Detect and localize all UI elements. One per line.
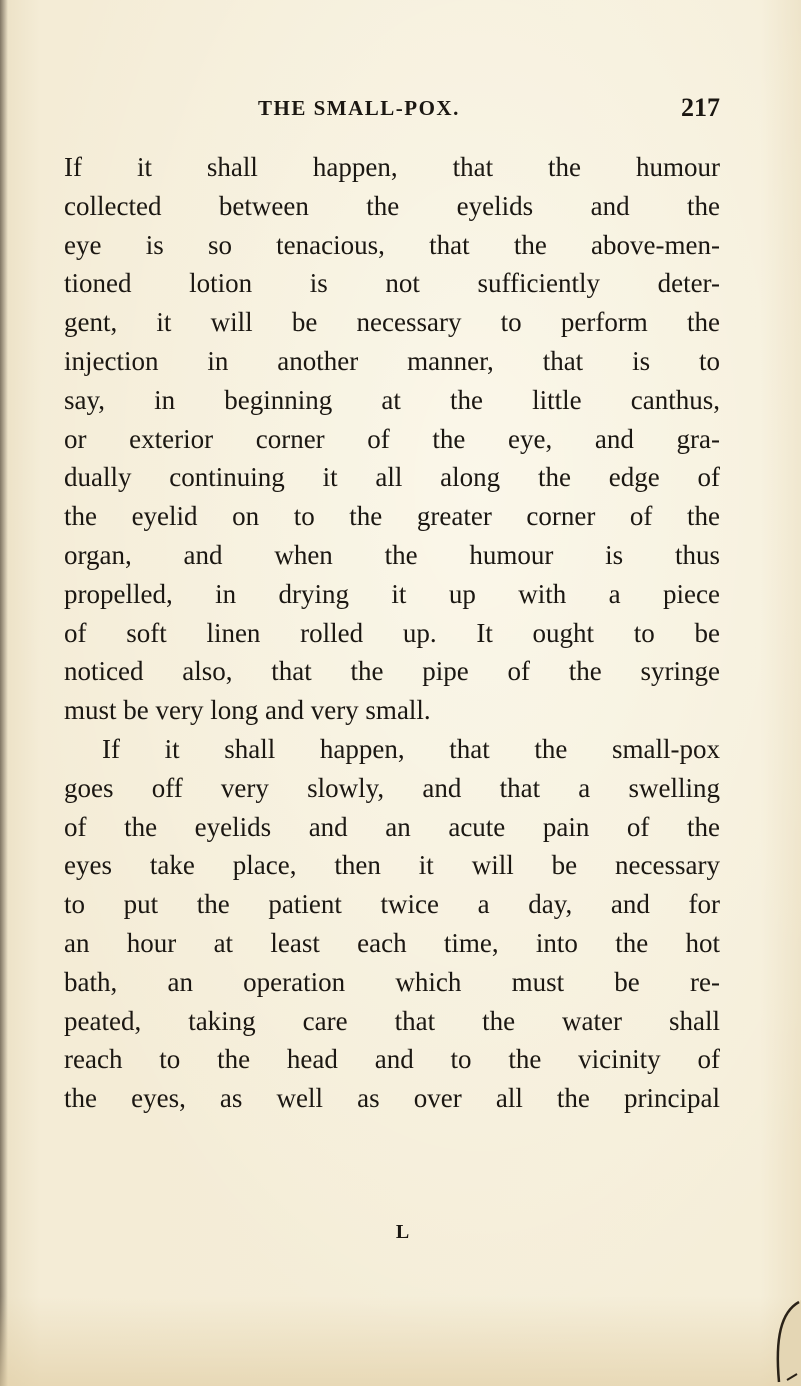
text-line: the eyelid on to the greater corner of the (64, 501, 720, 532)
text-line: If it shall happen, that the humour (64, 152, 720, 182)
text-line: eyes take place, then it will be necessary (64, 850, 720, 881)
gutter-shadow (0, 0, 8, 1386)
text-line: of the eyelids and an acute pain of the (64, 811, 720, 842)
running-head (258, 88, 720, 128)
text-line: must be very long and very small. (64, 695, 431, 726)
text-line: collected between the eyelids and the (64, 190, 720, 221)
text-line: of soft linen rolled up. It ought to be (64, 617, 720, 648)
text-line: an hour at least each time, into the hot (64, 927, 720, 958)
paper-stain (0, 1296, 801, 1386)
page-number: 217 (681, 93, 720, 122)
text-line: eye is so tenacious, that the above-men- (64, 229, 720, 260)
text-line: reach to the head and to the vicinity of (64, 1044, 720, 1075)
text-line: noticed also, that the pipe of the syringe (64, 656, 720, 687)
text-line: bath, an operation which must be re- (64, 966, 720, 997)
page-corner-curl (741, 1296, 801, 1386)
text-line: to put the patient twice a day, and for (64, 889, 720, 920)
body-text (64, 148, 720, 1118)
text-line: or exterior corner of the eye, and gra- (64, 423, 720, 454)
running-title: THE SMALL-POX. (258, 96, 460, 120)
signature-mark: L (395, 1221, 410, 1243)
text-line: injection in another manner, that is to (64, 345, 720, 376)
text-line: propelled, in drying it up with a piece (64, 578, 720, 609)
text-line: organ, and when the humour is thus (64, 539, 720, 570)
text-line: goes off very slowly, and that a swelling (64, 772, 720, 803)
text-line: the eyes, as well as over all the principal (64, 1083, 720, 1114)
text-line: If it shall happen, that the small-pox (102, 733, 720, 764)
text-line: say, in beginning at the little canthus, (64, 384, 720, 415)
text-line: dually continuing it all along the edge of (64, 462, 720, 493)
text-line: tioned lotion is not sufficiently deter- (64, 268, 720, 299)
text-line: peated, taking care that the water shall (64, 1005, 720, 1036)
text-line: gent, it will be necessary to perform the (64, 307, 720, 338)
